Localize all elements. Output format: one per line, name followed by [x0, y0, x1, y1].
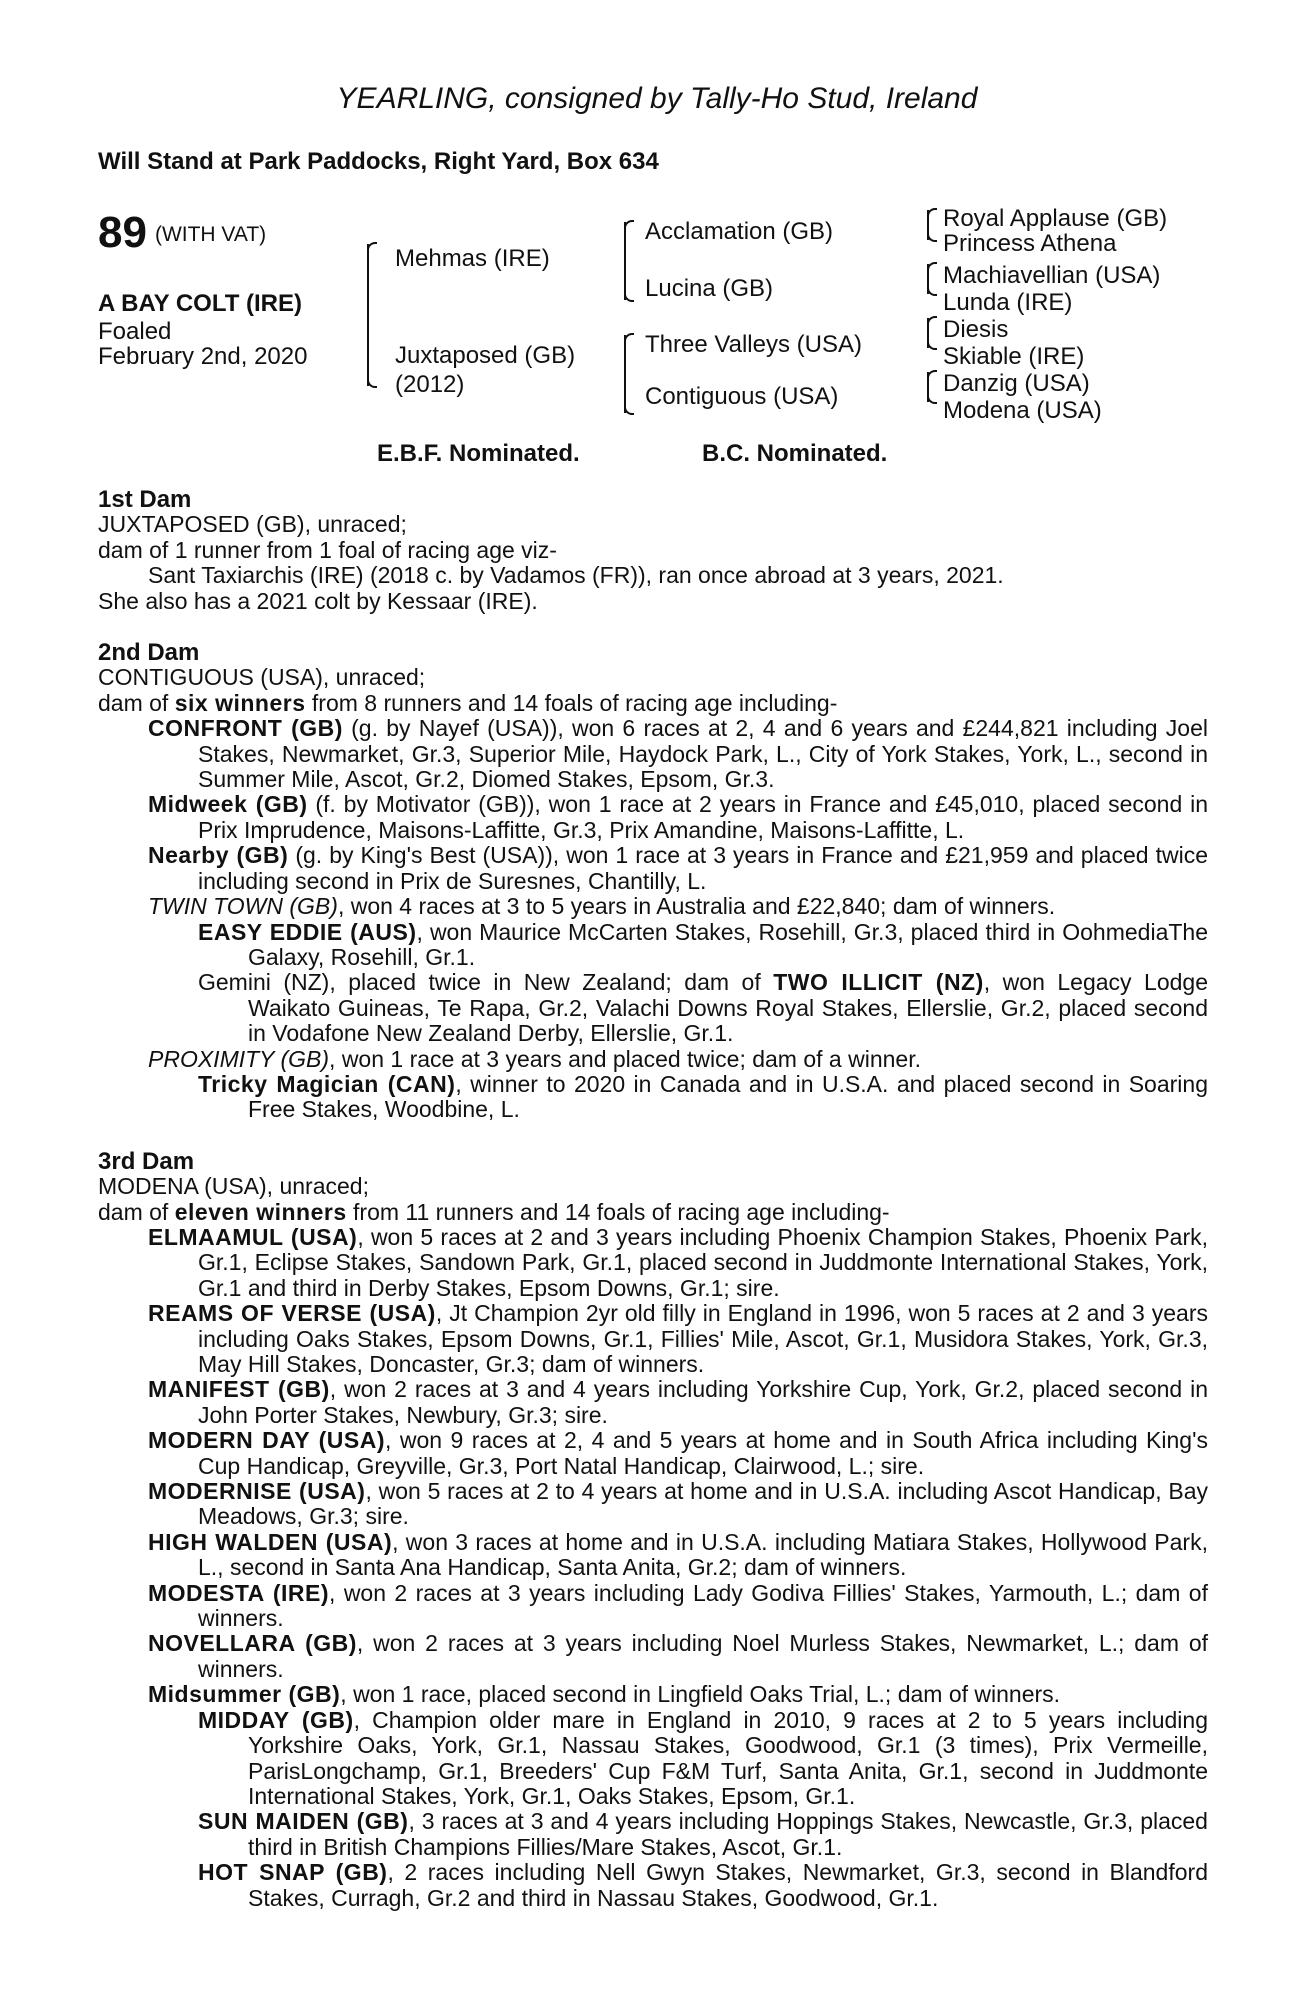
pedigree-brace-ss: [927, 210, 929, 240]
pedigree-sire-dam: Lucina (GB): [645, 275, 774, 302]
pedigree-brace-dd: [927, 372, 929, 402]
second-dam-line: CONTIGUOUS (USA), unraced;: [98, 664, 426, 691]
bc-nomination: B.C. Nominated.: [702, 440, 888, 467]
pedigree-sss: Royal Applause (GB): [943, 205, 1168, 232]
ebf-nomination: E.B.F. Nominated.: [377, 440, 580, 467]
progeny-entry: MODERN DAY (USA), won 9 races at 2, 4 and 5 years at home and in South Africa including King's Cup Handicap, Greyville, Gr.3, Port Natal Handicap, Clairwood, L.; sire.: [148, 1427, 1208, 1479]
pedigree-brace-ds: [927, 318, 929, 348]
progeny-entry: PROXIMITY (GB), won 1 race at 3 years and placed twice; dam of a winner.: [148, 1045, 921, 1072]
pedigree-dsd: Skiable (IRE): [943, 343, 1085, 370]
progeny-entry: MANIFEST (GB), won 2 races at 3 and 4 years including Yorkshire Cup, York, Gr.2, placed second in John Porter Stakes, Newbury, Gr.3; sire.: [148, 1376, 1209, 1428]
pedigree-brace-main: [367, 244, 369, 386]
first-dam-line: JUXTAPOSED (GB), unraced;: [98, 511, 407, 538]
pedigree-dam-year: (2012): [395, 371, 465, 398]
page-title: YEARLING, consigned by Tally-Ho Stud, Ireland: [336, 82, 978, 115]
progeny-entry: ELMAAMUL (USA), won 5 races at 2 and 3 years including Phoenix Champion Stakes, Phoenix Park, Gr.1, Eclipse Stakes, Sandown Park, Gr.1, placed second in Juddmonte International Stakes, York, Gr.1 and third in Derby Stakes, Epsom Downs, Gr.1; sire.: [148, 1223, 1209, 1301]
progeny-entry: Midsummer (GB), won 1 race, placed second in Lingfield Oaks Trial, L.; dam of winners.: [148, 1681, 1061, 1708]
stand-location: Will Stand at Park Paddocks, Right Yard, Box 634: [98, 148, 659, 175]
progeny-entry: SUN MAIDEN (GB), 3 races at 3 and 4 years including Hoppings Stakes, Newcastle, Gr.3, placed third in British Champions Fillies/Mare Stakes, Ascot, Gr.1.: [198, 1808, 1208, 1860]
third-dam-heading: 3rd Dam: [98, 1147, 195, 1175]
progeny-entry: EASY EDDIE (AUS), won Maurice McCarten Stakes, Rosehill, Gr.3, placed third in OohmediaThe Galaxy, Rosehill, Gr.1.: [198, 918, 1208, 970]
lot-number-value: 89: [98, 208, 147, 257]
pedigree-brace-sd: [927, 264, 929, 294]
progeny-entry: MODERNISE (USA), won 5 races at 2 to 4 years at home and in U.S.A. including Ascot Handicap, Bay Meadows, Gr.3; sire.: [148, 1478, 1209, 1530]
pedigree-brace-sire: [624, 222, 626, 300]
first-dam-line: She also has a 2021 colt by Kessaar (IRE).: [98, 587, 538, 614]
progeny-entry: NOVELLARA (GB), won 2 races at 3 years including Noel Murless Stakes, Newmarket, L.; dam of winners.: [148, 1630, 1208, 1682]
progeny-entry: MODESTA (IRE), won 2 races at 3 years including Lady Godiva Fillies' Stakes, Yarmouth, L.; dam of winners.: [148, 1579, 1208, 1632]
pedigree-dds: Danzig (USA): [943, 370, 1090, 397]
progeny-entry: Midweek (GB) (f. by Motivator (GB)), won 1 race at 2 years in France and £45,010, placed second in Prix Imprudence, Maisons-Laffitte, Gr.3, Prix Amandine, Maisons-Laffitte, L.: [148, 791, 1208, 843]
pedigree-dam-dam: Contiguous (USA): [645, 383, 839, 410]
second-dam-summary: dam of six winners from 8 runners and 14 foals of racing age including-: [98, 689, 838, 716]
pedigree-dam-sire: Three Valleys (USA): [645, 331, 862, 358]
catalogue-body: [98, 487, 1208, 1911]
pedigree-sire: Mehmas (IRE): [395, 245, 550, 272]
pedigree-sds: Machiavellian (USA): [943, 262, 1161, 289]
progeny-entry: REAMS OF VERSE (USA), Jt Champion 2yr old filly in England in 1996, won 5 races at 2 and 3 years including Oaks Stakes, Epsom Downs, Gr.1, Fillies' Mile, Ascot, Gr.1, Musidora Stakes, York, Gr.3, May Hill Stakes, Doncaster, Gr.3; dam of winners.: [148, 1300, 1208, 1377]
pedigree-dss: Diesis: [943, 316, 1009, 343]
vat-note: (WITH VAT): [154, 223, 267, 246]
pedigree-ddd: Modena (USA): [943, 397, 1102, 424]
pedigree-ssd: Princess Athena: [943, 230, 1117, 257]
first-dam-line: dam of 1 runner from 1 foal of racing age viz-: [98, 536, 557, 563]
progeny-entry: HOT SNAP (GB), 2 races including Nell Gwyn Stakes, Newmarket, Gr.3, second in Blandford Stakes, Curragh, Gr.2 and third in Nassau Stakes, Goodwood, Gr.1.: [198, 1859, 1208, 1911]
pedigree-sdd: Lunda (IRE): [943, 289, 1073, 316]
progeny-entry: TWIN TOWN (GB), won 4 races at 3 to 5 years in Australia and £22,840; dam of winners.: [148, 893, 1056, 920]
foaled-date: February 2nd, 2020: [98, 343, 308, 370]
progeny-entry: Gemini (NZ), placed twice in New Zealand; dam of TWO ILLICIT (NZ), won Legacy Lodge Waikato Guineas, Te Rapa, Gr.2, Valachi Downs Royal Stakes, Ellerslie, Gr.2, placed second in Vodafone New Zealand Derby, Ellerslie, Gr.1.: [198, 969, 1208, 1047]
progeny-entry: Tricky Magician (CAN), winner to 2020 in Canada and in U.S.A. and placed second in Soaring Free Stakes, Woodbine, L.: [198, 1070, 1208, 1123]
pedigree-brace-dam: [624, 335, 626, 413]
first-dam-heading: 1st Dam: [98, 486, 192, 513]
third-dam-line: MODENA (USA), unraced;: [98, 1173, 369, 1200]
foaled-label: Foaled: [98, 318, 172, 345]
lot-number: [98, 208, 266, 258]
pedigree-dam: Juxtaposed (GB): [395, 342, 576, 369]
first-dam-progeny: Sant Taxiarchis (IRE) (2018 c. by Vadamos (FR)), ran once abroad at 3 years, 2021.: [148, 562, 1004, 589]
pedigree-sire-sire: Acclamation (GB): [645, 218, 834, 245]
progeny-entry: HIGH WALDEN (USA), won 3 races at home and in U.S.A. including Matiara Stakes, Hollywood Park, L., second in Santa Ana Handicap, Santa Anita, Gr.2; dam of winners.: [148, 1528, 1208, 1581]
progeny-entry: Nearby (GB) (g. by King's Best (USA)), won 1 race at 3 years in France and £21,959 and placed twice including second in Prix de Suresnes, Chantilly, L.: [148, 842, 1208, 894]
third-dam-summary: dam of eleven winners from 11 runners and 14 foals of racing age including-: [98, 1198, 890, 1225]
second-dam-heading: 2nd Dam: [98, 639, 200, 667]
progeny-entry: MIDDAY (GB), Champion older mare in England in 2010, 9 races at 2 to 5 years including Yorkshire Oaks, York, Gr.1, Nassau Stakes, Goodwood, Gr.1 (3 times), Prix Vermeille, ParisLongchamp, Gr.1, Breeders' Cup F&M Turf, Santa Anita, Gr.1, second in Juddmonte International Stakes, York, Gr.1, Oaks Stakes, Epsom, Gr.1.: [198, 1706, 1208, 1809]
progeny-entry: CONFRONT (GB) (g. by Nayef (USA)), won 6 races at 2, 4 and 6 years and £244,821 including Joel Stakes, Newmarket, Gr.3, Superior Mile, Haydock Park, L., City of York Stakes, York, L., second in Summer Mile, Ascot, Gr.2, Diomed Stakes, Epsom, Gr.3.: [148, 715, 1208, 793]
horse-name: A BAY COLT (IRE): [98, 290, 303, 317]
